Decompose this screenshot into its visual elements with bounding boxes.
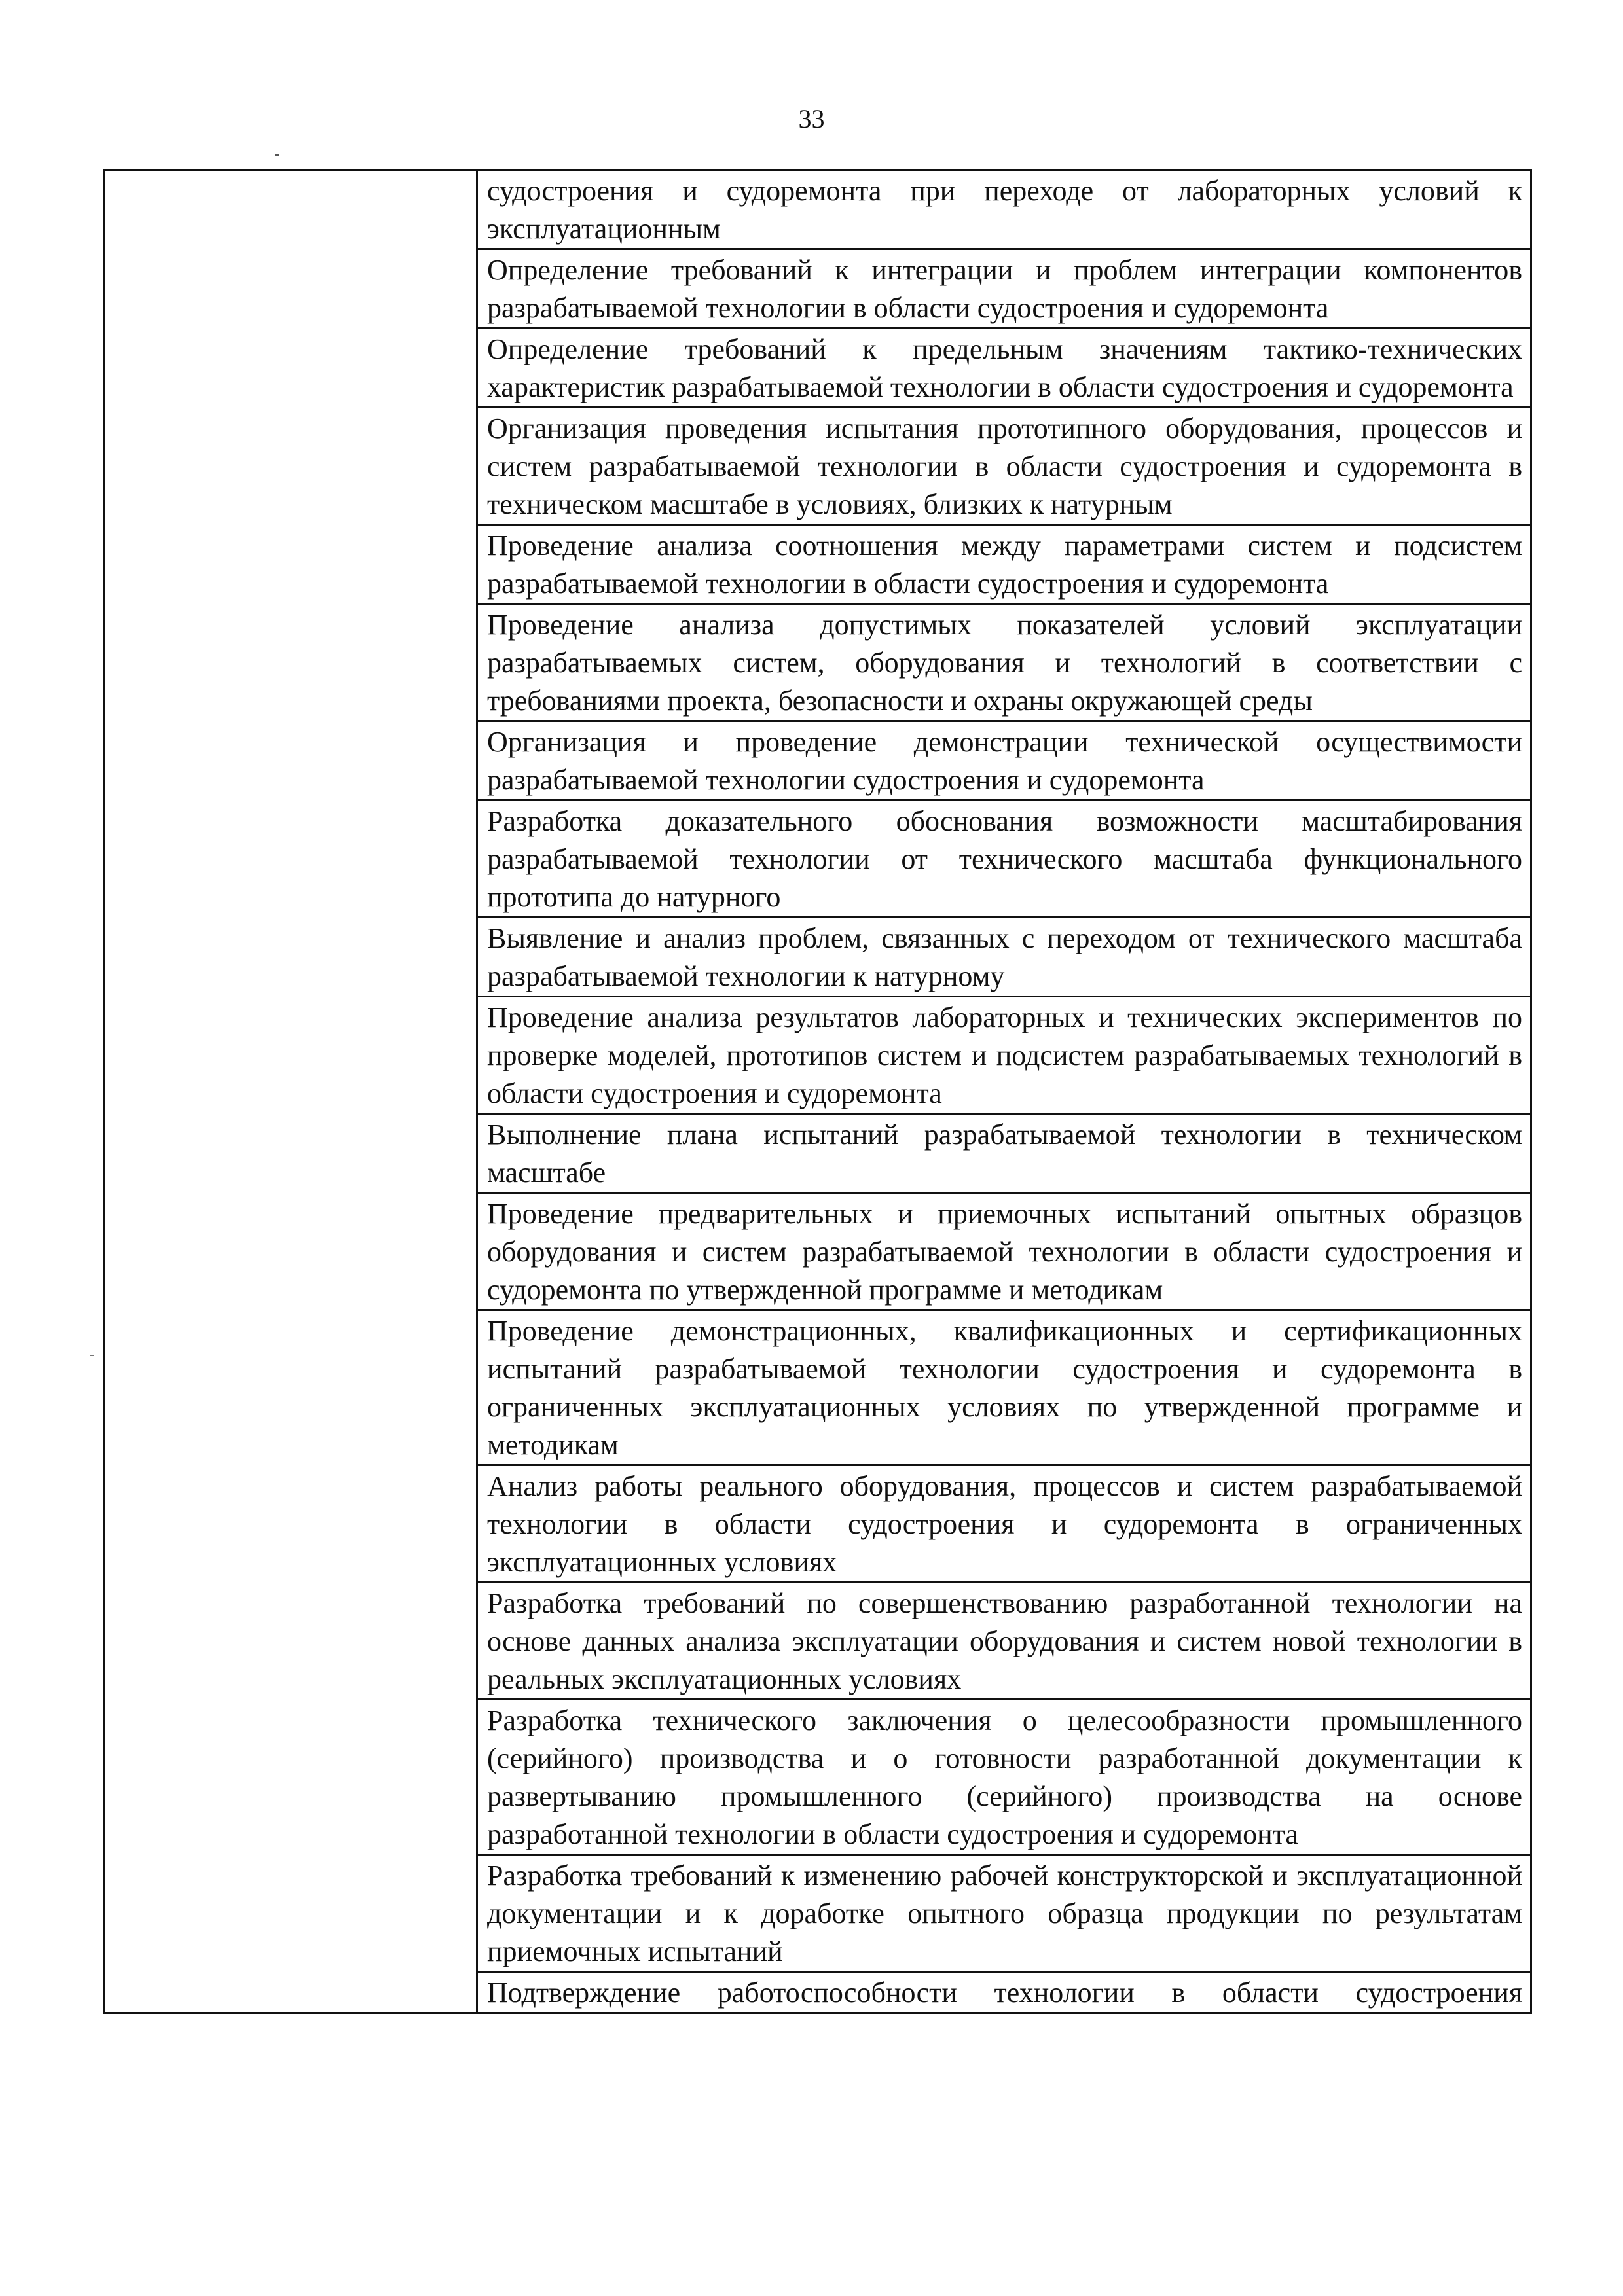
- table-cell: Организация и проведение демонстрации технической осуществимости разрабатываемой технологии судостроения и судоремонта: [477, 721, 1531, 800]
- labor-functions-table: [103, 169, 1532, 2014]
- table-cell: Определение требований к интеграции и проблем интеграции компонентов разрабатываемой технологии в области судостроения и судоремонта: [477, 249, 1531, 329]
- table-cell: Разработка требований к изменению рабочей конструкторской и эксплуатационной документации и к доработке опытного образца продукции по результатам приемочных испытаний: [477, 1855, 1531, 1972]
- table-cell: Подтверждение работоспособности технологии в области судостроения: [477, 1972, 1531, 2013]
- table-cell: судостроения и судоремонта при переходе от лабораторных условий к эксплуатационным: [477, 170, 1531, 249]
- table-cell: Организация проведения испытания прототипного оборудования, процессов и систем разрабатываемой технологии в области судостроения и судоремонта в техническом масштабе в условиях, близких к натурным: [477, 408, 1531, 525]
- scan-speck: [90, 1355, 94, 1356]
- table-cell: Проведение предварительных и приемочных испытаний опытных образцов оборудования и систем разрабатываемой технологии в области судостроения и судоремонта по утвержденной программе и методикам: [477, 1193, 1531, 1310]
- table-cell: Проведение анализа соотношения между параметрами систем и подсистем разрабатываемой технологии в области судостроения и судоремонта: [477, 525, 1531, 604]
- table-cell: Выполнение плана испытаний разрабатываемой технологии в техническом масштабе: [477, 1114, 1531, 1193]
- table-cell: Разработка требований по совершенствованию разработанной технологии на основе данных анализа эксплуатации оборудования и систем новой технологии в реальных эксплуатационных условиях: [477, 1583, 1531, 1700]
- empty-left-column-cell: [105, 170, 477, 2013]
- page-number: 33: [798, 104, 825, 134]
- table-cell: Определение требований к предельным значениям тактико-технических характеристик разрабатываемой технологии в области судостроения и судоремонта: [477, 329, 1531, 408]
- table-cell: Проведение анализа результатов лабораторных и технических экспериментов по проверке моделей, прототипов систем и подсистем разрабатываемых технологий в области судостроения и судоремонта: [477, 997, 1531, 1114]
- table-cell: Разработка технического заключения о целесообразности промышленного (серийного) производства и о готовности разработанной документации к развертыванию промышленного (серийного) производства на основе разработанной технологии в области судостроения и судоремонта: [477, 1700, 1531, 1855]
- table-cell: Разработка доказательного обоснования возможности масштабирования разрабатываемой технологии от технического масштаба функционального прототипа до натурного: [477, 800, 1531, 918]
- table-cell: Проведение анализа допустимых показателей условий эксплуатации разрабатываемых систем, оборудования и технологий в соответствии с требованиями проекта, безопасности и охраны окружающей среды: [477, 604, 1531, 721]
- table-cell: Проведение демонстрационных, квалификационных и сертификационных испытаний разрабатываемой технологии судостроения и судоремонта в ограниченных эксплуатационных условиях по утвержденной программе и методикам: [477, 1310, 1531, 1465]
- table-cell: Выявление и анализ проблем, связанных с переходом от технического масштаба разрабатываемой технологии к натурному: [477, 918, 1531, 997]
- table-row: [105, 170, 1531, 249]
- table-cell: Анализ работы реального оборудования, процессов и систем разрабатываемой технологии в области судостроения и судоремонта в ограниченных эксплуатационных условиях: [477, 1465, 1531, 1583]
- scan-speck: [275, 154, 279, 156]
